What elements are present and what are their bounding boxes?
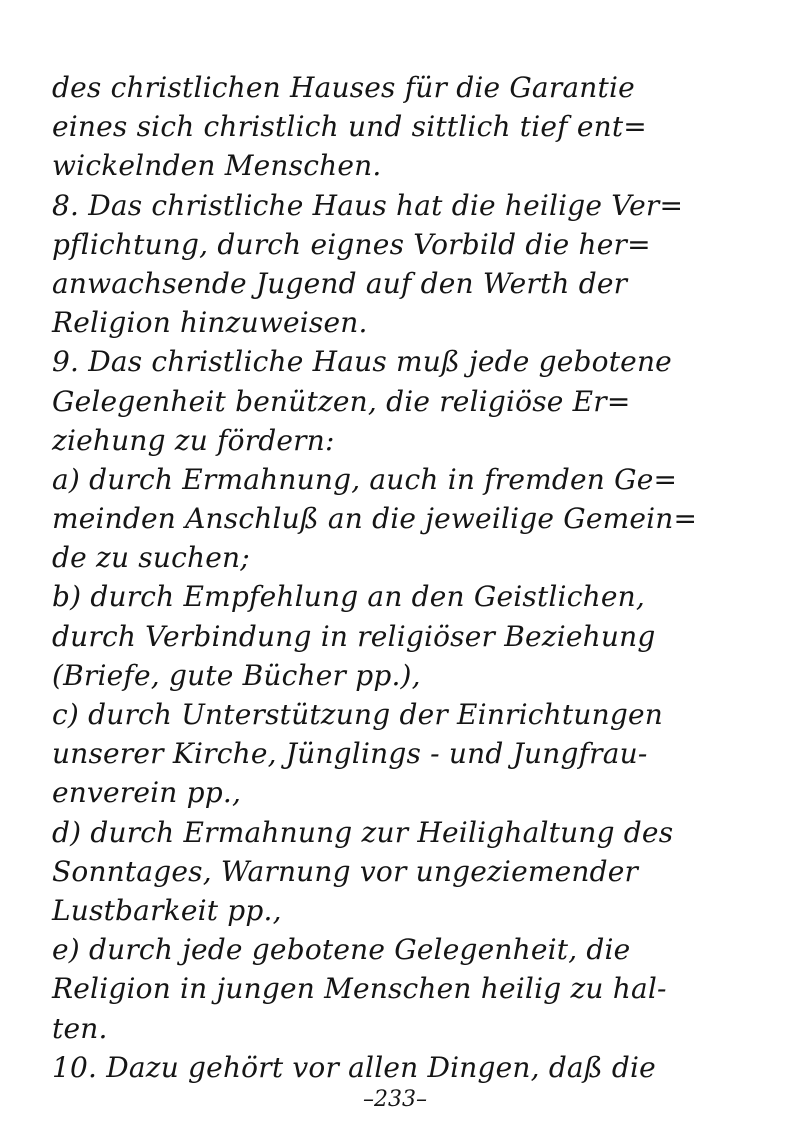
text-line: Religion hinzuweisen. [52,306,368,340]
text-line: ziehung zu fördern: [52,423,335,457]
text-line: pflichtung, durch eignes Vorbild die her= [52,227,651,261]
text-line: wickelnden Menschen. [52,149,382,183]
text-line: Lustbarkeit pp., [52,893,282,927]
text-line: e) durch jede gebotene Gelegenheit, die [52,933,631,967]
text-line: 9. Das christliche Haus muß jede gebotene [52,345,672,379]
text-line: anwachsende Jugend auf den Werth der [52,266,628,300]
handwritten-text-block [52,68,767,1087]
text-line: Religion in jungen Menschen heilig zu hal- [52,972,667,1006]
text-line: eines sich christlich und sittlich tief ent= [52,110,647,144]
text-line: ten. [52,1011,108,1045]
text-line: enverein pp., [52,776,242,810]
page-number: –233– [363,1087,427,1112]
text-line: unserer Kirche, Jünglings - und Jungfrau- [52,737,648,771]
text-line: Gelegenheit benützen, die religiöse Er= [52,384,631,418]
text-line: a) durch Ermahnung, auch in fremden Ge= [52,462,678,496]
text-line: 10. Dazu gehört vor allen Dingen, daß die [52,1050,656,1084]
text-line: (Briefe, gute Bücher pp.), [52,658,421,692]
text-line: des christlichen Hauses für die Garantie [52,71,635,104]
text-line: b) durch Empfehlung an den Geistlichen, [52,580,645,614]
text-line: Sonntages, Warnung vor ungeziemender [52,854,639,888]
text-line: meinden Anschluß an die jeweilige Gemein= [52,502,698,536]
text-line: c) durch Unterstützung der Einrichtungen [52,698,663,731]
text-line: de zu suchen; [52,541,250,575]
text-line: 8. Das christliche Haus hat die heilige Ver= [52,188,684,222]
text-line: durch Verbindung in religiöser Beziehung [52,619,656,653]
text-line: d) durch Ermahnung zur Heilighaltung des [52,815,674,849]
